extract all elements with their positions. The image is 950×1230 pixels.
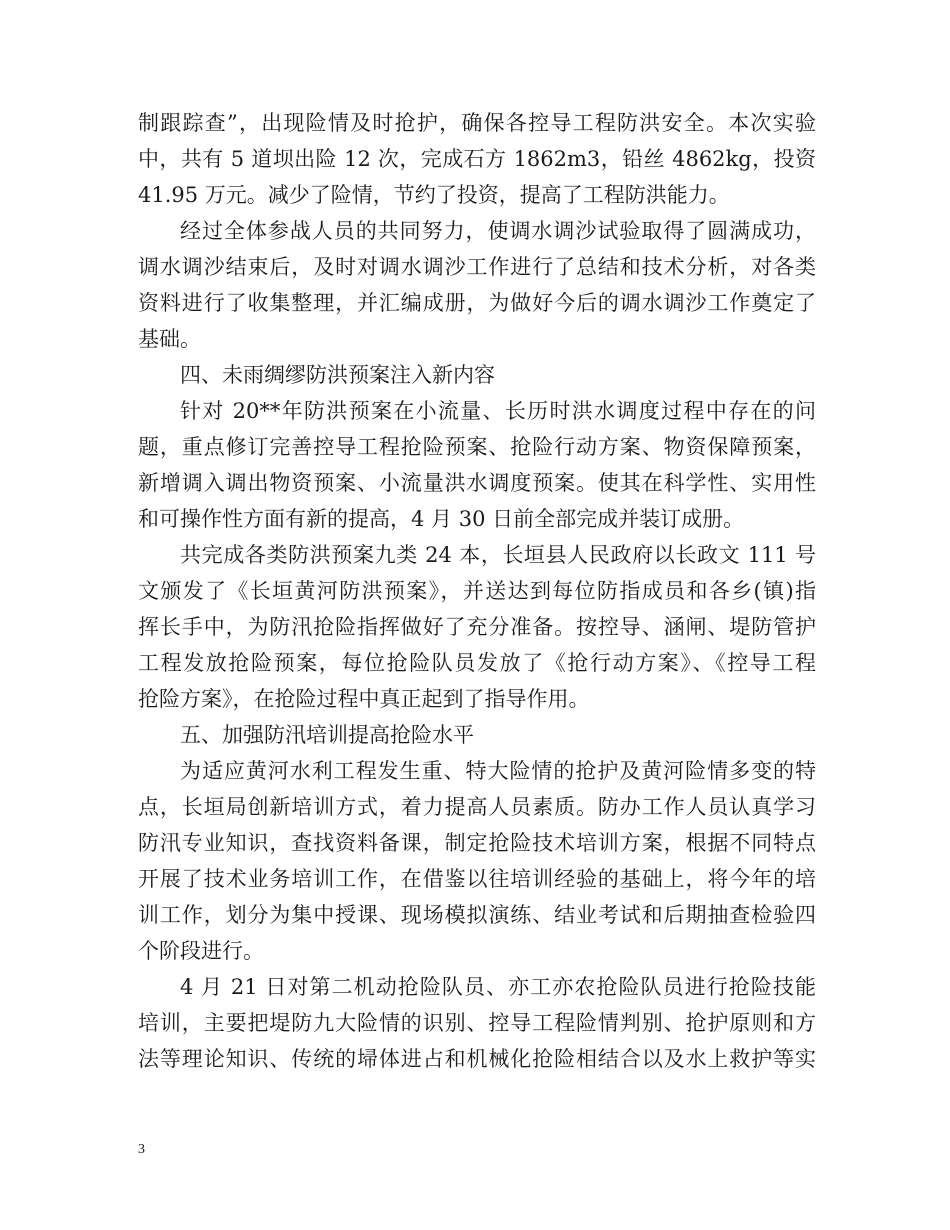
text-line: 培训，主要把堤防九大险情的识别、控导工程险情判别、抢护原则和方	[138, 1011, 816, 1035]
text-line: 4 月 21 日对第二机动抢险队员、亦工亦农抢险队员进行抢险技能	[180, 975, 816, 999]
text-line: 针对 20**年防洪预案在小流量、长历时洪水调度过程中存在的问	[180, 399, 816, 423]
text-line: 41.95 万元。减少了险情，节约了投资，提高了工程防洪能力。	[138, 183, 730, 207]
text-line: 制跟踪查”，出现险情及时抢护，确保各控导工程防洪安全。本次实验	[138, 111, 816, 135]
text-line: 和可操作性方面有新的提高，4 月 30 日前全部完成并装订成册。	[138, 507, 745, 531]
text-line: 开展了技术业务培训工作，在借鉴以往培训经验的基础上，将今年的培	[138, 867, 816, 891]
text-line: 挥长手中，为防汛抢险指挥做好了充分准备。按控导、涵闸、堤防管护	[138, 615, 816, 639]
text-line: 中，共有 5 道坝出险 12 次，完成石方 1862m3，铅丝 4862kg，投资	[138, 147, 816, 171]
text-line: 资料进行了收集整理，并汇编成册，为做好今后的调水调沙工作奠定了	[138, 291, 816, 315]
section-heading: 五、加强防汛培训提高抢险水平	[180, 723, 474, 747]
text-line: 基础。	[138, 327, 201, 351]
text-line: 题，重点修订完善控导工程抢险预案、抢险行动方案、物资保障预案，	[138, 435, 816, 459]
text-line: 抢险方案》，在抢险过程中真正起到了指导作用。	[138, 687, 590, 711]
text-line: 防汛专业知识，查找资料备课，制定抢险技术培训方案，根据不同特点	[138, 831, 816, 855]
text-line: 经过全体参战人员的共同努力，使调水调沙试验取得了圆满成功，	[180, 219, 816, 243]
text-line: 为适应黄河水利工程发生重、特大险情的抢护及黄河险情多变的特	[180, 759, 816, 783]
text-line: 工程发放抢险预案，每位抢险队员发放了《抢行动方案》、《控导工程	[138, 651, 816, 675]
section-heading: 四、未雨绸缪防洪预案注入新内容	[180, 363, 495, 387]
text-line: 训工作，划分为集中授课、现场模拟演练、结业考试和后期抽查检验四	[138, 903, 816, 927]
text-line: 调水调沙结束后，及时对调水调沙工作进行了总结和技术分析，对各类	[138, 255, 816, 279]
text-line: 法等理论知识、传统的埽体进占和机械化抢险相结合以及水上救护等实	[138, 1047, 816, 1071]
text-line: 新增调入调出物资预案、小流量洪水调度预案。使其在科学性、实用性	[138, 471, 816, 495]
page-number: 3	[138, 1142, 145, 1157]
text-line: 共完成各类防洪预案九类 24 本，长垣县人民政府以长政文 111 号	[180, 543, 816, 567]
text-line: 点，长垣局创新培训方式，着力提高人员素质。防办工作人员认真学习	[138, 795, 816, 819]
text-line: 个阶段进行。	[138, 939, 264, 963]
document-body	[138, 105, 816, 1077]
text-line: 文颁发了《长垣黄河防洪预案》，并送达到每位防指成员和各乡(镇)指	[138, 579, 816, 603]
